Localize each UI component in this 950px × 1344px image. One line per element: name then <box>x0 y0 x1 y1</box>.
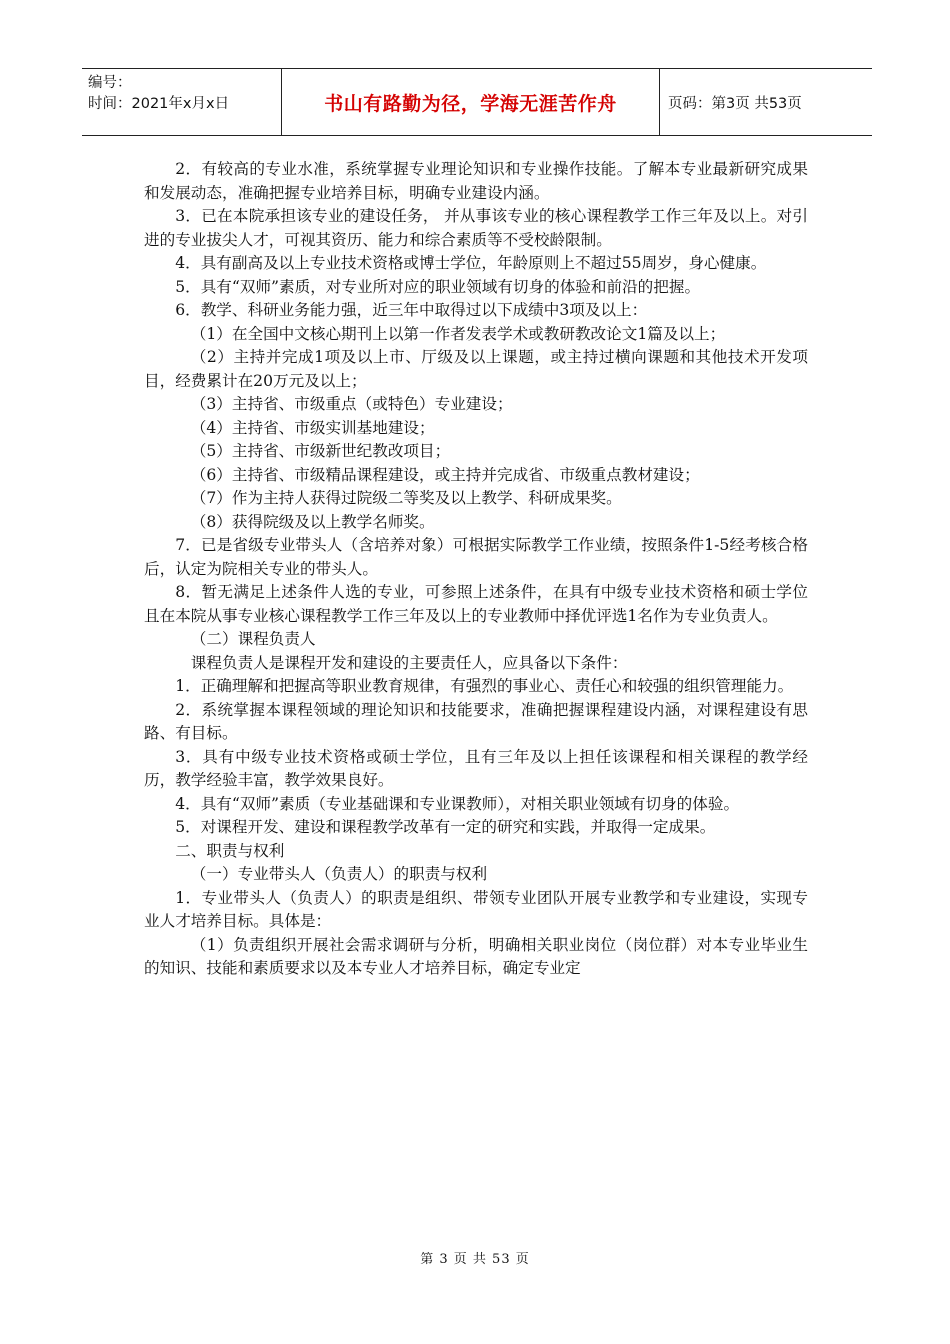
paragraph: （8）获得院级及以上教学名师奖。 <box>190 512 435 531</box>
paragraph: （5）主持省、市级新世纪教改项目； <box>190 442 451 460</box>
paragraph: 1．专业带头人（负责人）的职责是组织、带领专业团队开展专业教学和专业建设，实现专业人才培养目标。具体是： <box>144 888 808 930</box>
paragraph: 7．已是省级专业带头人（含培养对象）可根据实际教学工作业绩，按照条件1-5经考核合格后，认定为院相关专业的带头人。 <box>144 536 808 578</box>
paragraph: 二、职责与权利 <box>175 841 285 860</box>
paragraph: 2．有较高的专业水准，系统掌握专业理论知识和专业操作技能。了解本专业最新研究成果和发展动态，准确把握专业培养目标，明确专业建设内涵。 <box>144 160 808 202</box>
paragraph: 8．暂无满足上述条件人选的专业，可参照上述条件，在具有中级专业技术资格和硕士学位且在本院从事专业核心课程教学工作三年及以上的专业教师中择优评选1名作为专业负责人。 <box>144 583 808 625</box>
paragraph: （3）主持省、市级重点（或特色）专业建设； <box>190 395 513 413</box>
document-body <box>144 158 808 981</box>
page-header <box>82 68 872 136</box>
paragraph: 4．具有副高及以上专业技术资格或博士学位，年龄原则上不超过55周岁，身心健康。 <box>175 254 767 272</box>
paragraph: 4．具有“双师”素质（专业基础课和专业课教师），对相关职业领域有切身的体验。 <box>175 794 740 813</box>
paragraph: （1）在全国中文核心期刊上以第一作者发表学术或教研教改论文1篇及以上； <box>190 324 726 343</box>
header-number-label: 编号： <box>88 75 132 91</box>
header-meta <box>82 69 282 135</box>
paragraph: （一）专业带头人（负责人）的职责与权利 <box>190 865 488 883</box>
paragraph: 6．教学、科研业务能力强，近三年中取得过以下成绩中3项及以上： <box>175 301 648 319</box>
header-time-label: 时间：2021年x月x日 <box>88 96 230 112</box>
paragraph: （6）主持省、市级精品课程建设，或主持并完成省、市级重点教材建设； <box>190 465 700 484</box>
header-motto: 书山有路勤为径，学海无涯苦作舟 <box>282 69 660 135</box>
paragraph: 5．具有“双师”素质，对专业所对应的职业领域有切身的体验和前沿的把握。 <box>175 277 701 296</box>
paragraph: 1．正确理解和把握高等职业教育规律，有强烈的事业心、责任心和较强的组织管理能力。 <box>175 677 794 695</box>
paragraph: （1）负责组织开展社会需求调研与分析，明确相关职业岗位（岗位群）对本专业毕业生的知识、技能和素质要求以及本专业人才培养目标，确定专业定 <box>144 935 808 977</box>
paragraph: （7）作为主持人获得过院级二等奖及以上教学、科研成果奖。 <box>190 489 622 507</box>
paragraph: （2）主持并完成1项及以上市、厅级及以上课题，或主持过横向课题和其他技术开发项目，经费累计在20万元及以上； <box>144 348 808 390</box>
paragraph: 课程负责人是课程开发和建设的主要责任人，应具备以下条件： <box>190 653 628 672</box>
paragraph: 5．对课程开发、建设和课程教学改革有一定的研究和实践，并取得一定成果。 <box>175 818 716 836</box>
paragraph: （二）课程负责人 <box>190 630 316 648</box>
paragraph: 3．具有中级专业技术资格或硕士学位，且有三年及以上担任该课程和相关课程的教学经历，教学经验丰富，教学效果良好。 <box>144 747 808 789</box>
paragraph: （4）主持省、市级实训基地建设； <box>190 418 435 437</box>
paragraph: 2．系统掌握本课程领域的理论知识和技能要求，准确把握课程建设内涵，对课程建设有思路、有目标。 <box>144 700 808 742</box>
paragraph: 3．已在本院承担该专业的建设任务， 并从事该专业的核心课程教学工作三年及以上。对引进的专业拔尖人才，可视其资历、能力和综合素质等不受校龄限制。 <box>144 207 808 249</box>
page-footer: 第 3 页 共 53 页 <box>420 1252 530 1267</box>
header-page-info: 页码：第3页 共53页 <box>668 95 802 112</box>
